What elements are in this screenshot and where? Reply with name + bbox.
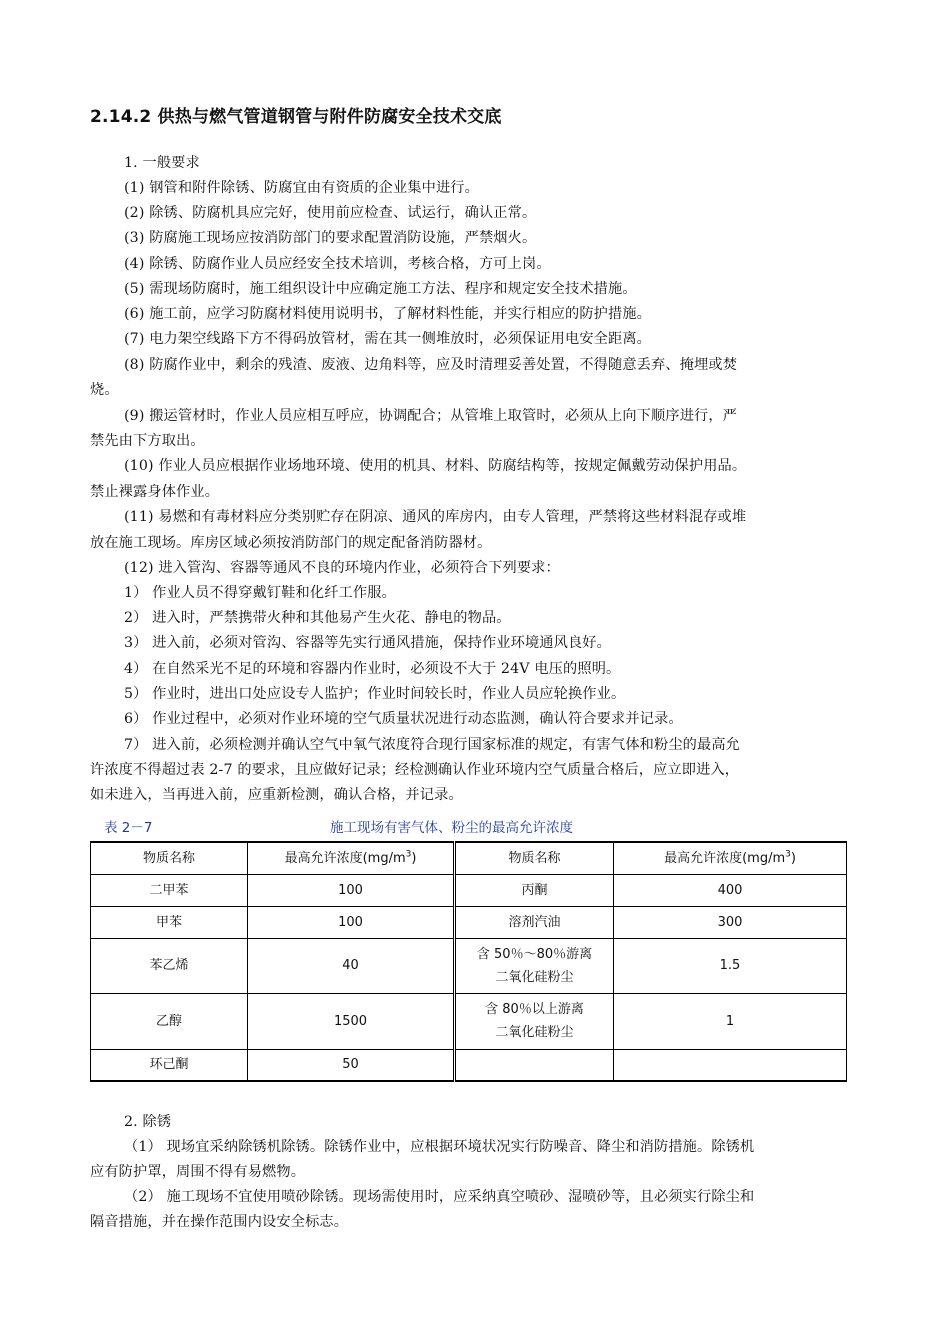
paragraph-line: (10) 作业人员应根据作业场地环境、使用的机具、材料、防腐结构等，按规定佩戴劳动保护用品。	[124, 458, 747, 474]
table-cell: 40	[248, 938, 455, 993]
paragraph-line: 如未进入，当再进入前，应重新检测，确认合格，并记录。	[90, 787, 463, 803]
table-row	[91, 906, 847, 938]
table-cell: 1.5	[614, 938, 847, 993]
table-row	[91, 938, 847, 993]
paragraph-line: (8) 防腐作业中，剩余的残渣、废液、边角料等，应及时清理妥善处置，不得随意丢弃、掩埋或焚	[124, 357, 738, 373]
table-cell: 环己酮	[91, 1049, 248, 1081]
paragraph-line: (2) 除锈、防腐机具应完好，使用前应检查、试运行，确认正常。	[124, 205, 537, 221]
section-title: 2.14.2 供热与燃气管道钢管与附件防腐安全技术交底	[90, 107, 502, 127]
table-cell: 溶剂汽油	[455, 906, 614, 938]
table-cell: 含 80％以上游离 二氧化硅粉尘	[455, 993, 614, 1049]
list-item: 2） 进入时，严禁携带火种和其他易产生火花、静电的物品。	[124, 610, 511, 626]
list-item: 5） 作业时，进出口处应设专人监护；作业时间较长时，作业人员应轮换作业。	[124, 686, 626, 702]
heading-general: 1. 一般要求	[124, 155, 200, 171]
table-cell: 丙酮	[455, 874, 614, 906]
paragraph-line: (11) 易燃和有毒材料应分类别贮存在阴凉、通风的库房内，由专人管理，严禁将这些材料混存或堆	[124, 509, 747, 525]
paragraph-line: 禁止裸露身体作业。	[90, 484, 220, 500]
paragraph-line: 隔音措施，并在操作范围内设安全标志。	[90, 1214, 349, 1230]
list-item: 6） 作业过程中，必须对作业环境的空气质量状况进行动态监测，确认符合要求并记录。	[124, 711, 683, 727]
header-cell: 物质名称	[91, 842, 248, 874]
list-item: 1） 作业人员不得穿戴钉鞋和化纤工作服。	[124, 585, 396, 601]
paragraph-line: （2） 施工现场不宜使用喷砂除锈。现场需使用时，应采纳真空喷砂、湿喷砂等，且必须实行除尘和	[124, 1189, 755, 1205]
table-cell: 50	[248, 1049, 455, 1081]
table-number: 表 2－7	[104, 820, 153, 836]
header-cell: 最高允许浓度$(mg/m^3)$	[248, 842, 455, 874]
table-caption: 施工现场有害气体、粉尘的最高允许浓度	[330, 820, 573, 836]
table-cell: 乙醇	[91, 993, 248, 1049]
paragraph-line: 放在施工现场。库房区域必须按消防部门的规定配备消防器材。	[90, 535, 492, 551]
header-cell: 最高允许浓度$(mg/m^3)$	[614, 842, 847, 874]
table-row	[91, 1049, 847, 1081]
table-cell: 100	[248, 874, 455, 906]
table-cell: 含 50％～80％游离 二氧化硅粉尘	[455, 938, 614, 993]
table-cell	[614, 1049, 847, 1081]
table-header-row	[91, 842, 847, 874]
table-cell: 1	[614, 993, 847, 1049]
table-cell: 100	[248, 906, 455, 938]
paragraph-line: (4) 除锈、防腐作业人员应经安全技术培训，考核合格，方可上岗。	[124, 256, 551, 272]
paragraph-line: (5) 需现场防腐时，施工组织设计中应确定施工方法、程序和规定安全技术措施。	[124, 281, 637, 297]
table-cell	[455, 1049, 614, 1081]
table-cell: 300	[614, 906, 847, 938]
list-item: 3） 进入前，必须对管沟、容器等先实行通风措施，保持作业环境通风良好。	[124, 635, 611, 651]
paragraph-line: (1) 钢管和附件除锈、防腐宜由有资质的企业集中进行。	[124, 180, 479, 196]
table-cell: 1500	[248, 993, 455, 1049]
paragraph-line: （1） 现场宜采纳除锈机除锈。除锈作业中，应根据环境状况实行防噪音、降尘和消防措施。除锈机	[124, 1139, 755, 1155]
header-cell: 物质名称	[455, 842, 614, 874]
paragraph-line: (9) 搬运管材时，作业人员应相互呼应，协调配合；从管堆上取管时，必须从上向下顺序进行，严	[124, 408, 738, 424]
paragraph-line: (7) 电力架空线路下方不得码放管材，需在其一侧堆放时，必须保证用电安全距离。	[124, 331, 652, 347]
table-row	[91, 874, 847, 906]
table-cell: 苯乙烯	[91, 938, 248, 993]
paragraph-line: 禁先由下方取出。	[90, 433, 205, 449]
paragraph-line: 应有防护罩，周围不得有易燃物。	[90, 1164, 306, 1180]
table-row	[91, 993, 847, 1049]
table-cell: 二甲苯	[91, 874, 248, 906]
table-cell: 甲苯	[91, 906, 248, 938]
paragraph-line: (12) 进入管沟、容器等通风不良的环境内作业，必须符合下列要求：	[124, 560, 560, 576]
paragraph-line: 烧。	[90, 382, 119, 398]
list-item: 7） 进入前，必须检测并确认空气中氧气浓度符合现行国家标准的规定，有害气体和粉尘的最高允	[124, 737, 741, 753]
paragraph-line: (3) 防腐施工现场应按消防部门的要求配置消防设施，严禁烟火。	[124, 230, 537, 246]
heading-derust: 2. 除锈	[124, 1114, 172, 1130]
paragraph-line: (6) 施工前，应学习防腐材料使用说明书，了解材料性能，并实行相应的防护措施。	[124, 306, 652, 322]
table-cell: 400	[614, 874, 847, 906]
paragraph-line: 许浓度不得超过表 2-7 的要求，且应做好记录；经检测确认作业环境内空气质量合格后，应立即进入，	[90, 762, 740, 778]
list-item: 4） 在自然采光不足的环境和容器内作业时，必须设不大于 24V 电压的照明。	[124, 661, 621, 677]
gas-limit-table	[90, 841, 847, 1082]
